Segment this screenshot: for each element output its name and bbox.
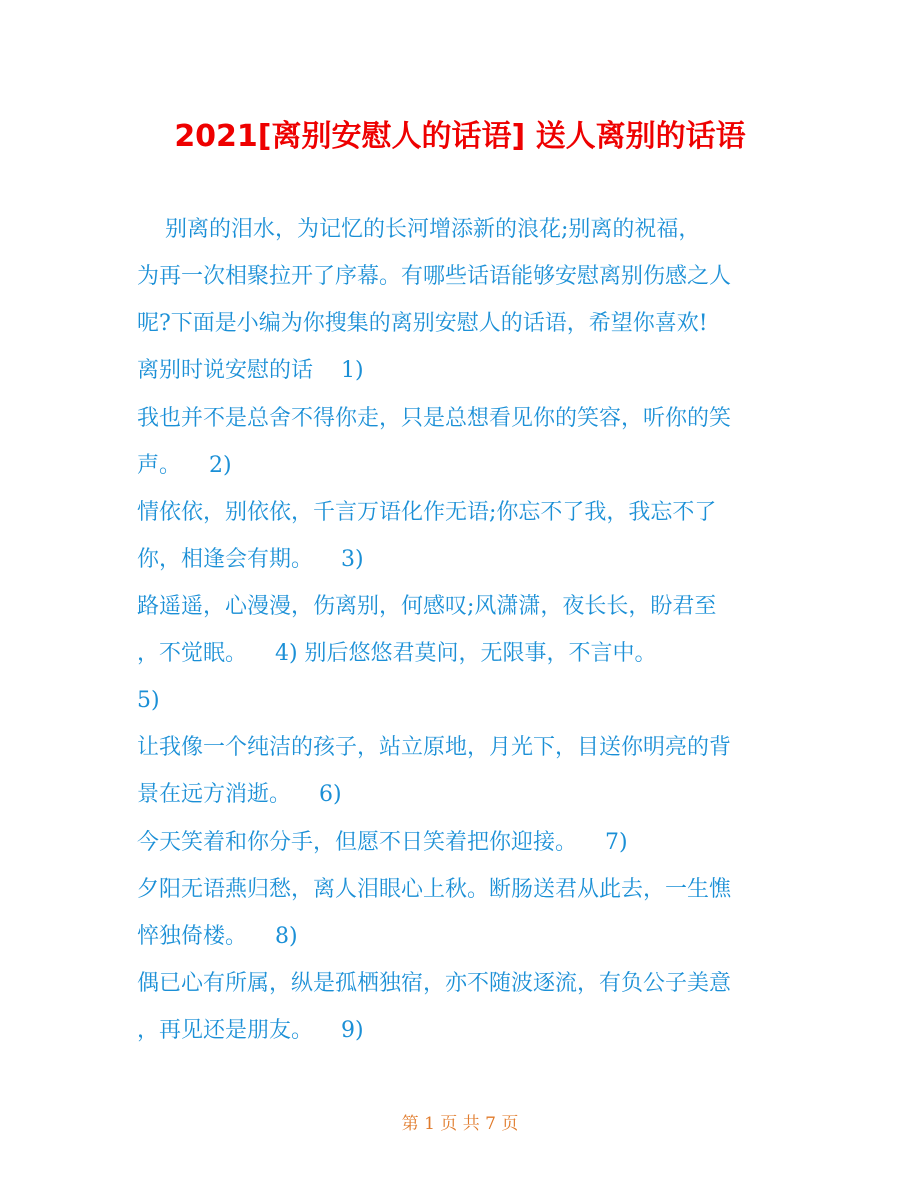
body-line: ，再见还是朋友。 9) <box>137 1018 364 1043</box>
body-line: 5) <box>137 688 160 713</box>
body-line: 为再一次相聚拉开了序幕。有哪些话语能够安慰离别伤感之人 <box>137 264 732 289</box>
body-line: 夕阳无语燕归愁，离人泪眼心上秋。断肠送君从此去，一生憔 <box>137 877 732 902</box>
body-line: ，不觉眠。 4) 别后悠悠君莫问，无限事，不言中。 <box>137 641 657 666</box>
document-title: 2021[离别安慰人的话语] 送人离别的话语 <box>174 119 746 154</box>
body-line: 别离的泪水，为记忆的长河增添新的浪花;别离的祝福， <box>137 217 701 242</box>
body-line: 声。 2) <box>137 453 232 478</box>
body-line: 你，相逢会有期。 3) <box>137 547 364 572</box>
body-line: 今天笑着和你分手，但愿不日笑着把你迎接。 7) <box>137 830 628 855</box>
body-line: 路遥遥，心漫漫，伤离别，何感叹;风潇潇，夜长长，盼君至 <box>137 594 717 619</box>
body-line: 呢?下面是小编为你搜集的离别安慰人的话语，希望你喜欢! <box>137 311 708 336</box>
body-line: 偶已心有所属，纵是孤栖独宿，亦不随波逐流，有负公子美意 <box>137 971 732 996</box>
page-number: 第 1 页 共 7 页 <box>401 1114 519 1134</box>
body-line: 景在远方消逝。 6) <box>137 782 342 807</box>
body-line: 我也并不是总舍不得你走，只是总想看见你的笑容，听你的笑 <box>137 406 732 431</box>
body-line: 离别时说安慰的话 1) <box>137 358 364 383</box>
body-line: 让我像一个纯洁的孩子，站立原地，月光下，目送你明亮的背 <box>137 735 732 760</box>
body-line: 悴独倚楼。 8) <box>137 924 298 949</box>
body-line: 情依依，别依依，千言万语化作无语;你忘不了我，我忘不了 <box>137 500 717 525</box>
